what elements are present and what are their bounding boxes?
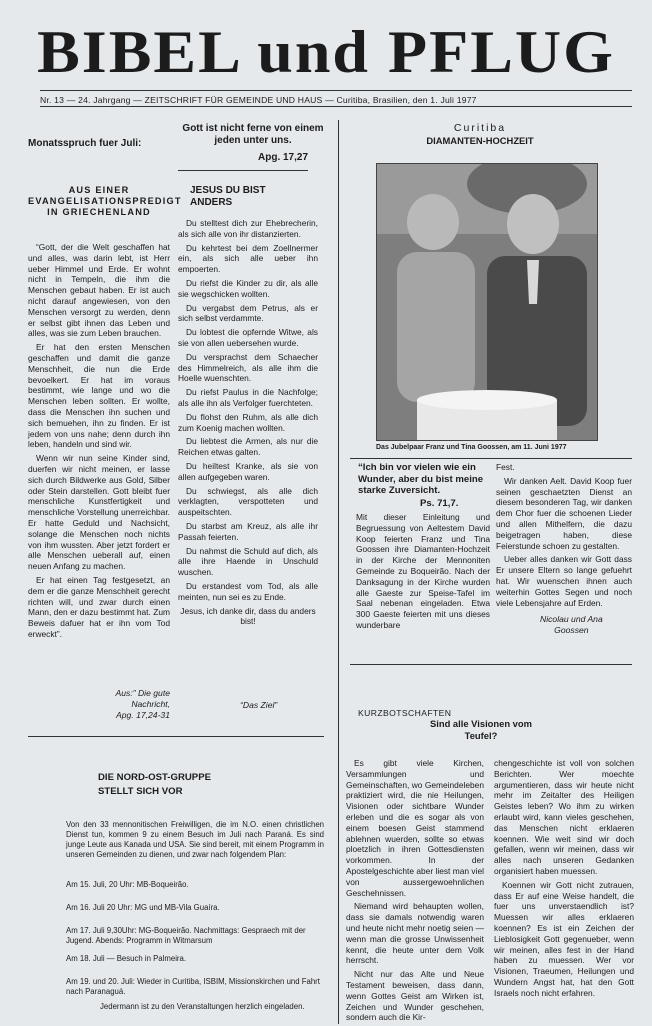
diamond-right-p: Fest. [496, 462, 515, 472]
nordost-rule [28, 736, 324, 737]
col2-heading: JESUS DU BIST ANDERS [190, 185, 266, 208]
col2-line: Du kehrtest bei dem Zoellnermer ein, als sich alle ueber ihn empoerten. [178, 242, 318, 275]
diamond-place: Curitiba [453, 122, 507, 134]
col2-line: Du starbst am Kreuz, als alle ihr Passah feierten. [178, 520, 318, 542]
col1-source [80, 688, 170, 721]
diamond-sign2: Goossen [554, 625, 589, 635]
kurz-paragraph: Es gibt viele Kirchen, Versammlungen und Gemeinschaften, wo Gemeindeleben praktiziert wird, die nie Heilungen, Visionen oder sichtbare Wunder erleben und die es sogar als von einem boesen Geist stammend ablehnen wuerden, sollte so etwas ploetzlich in ihren Gottesdiensten vorkommen. In der Apostelgeschichte aber liest man viel von aussergewoehnlichen Geschehnissen. [346, 758, 484, 898]
diamond-sign1: Nicolau und Ana [540, 614, 603, 624]
kurz-paragraph: Koennen wir Gott nicht zutrauen, dass Er auf eine Weise handelt, die fuer uns unverstaendlich ist? Muessen wir alles erklaeren koennen? Es ist ein Zeichen der Lieblosigkeit Gott gegenueber, wenn wir meinen, alles fest in der Hand haben zu muessen. Wer vor Visionen, Traeumen, Heilungen und Wundern Angst hat, hat den Gott Israels noch nicht erfahren. [494, 879, 634, 998]
col2-line: Du riefst die Kinder zu dir, als alle sie wegschicken wollten. [178, 277, 318, 299]
issue-line: Nr. 13 — 24. Jahrgang — ZEITSCHRIFT FÜR GEMEINDE UND HAUS — Curitiba, Brasilien, den 1. Juli 1977 [40, 95, 477, 105]
column-divider [338, 120, 339, 1024]
diamond-right-p: Ueber alles danken wir Gott dass Er unsere Eltern so lange gefuehrt hat. Wir wuenschen ihnen auch weiterhin Gottes Segen und noch viele Lebensjahre auf Erden. [496, 554, 632, 608]
kurz-paragraph: Niemand wird behaupten wollen, dass sie damals notwendig waren und heute nicht mehr noetig seien — wenn man die grosse Unwissenheit kennt, die heute unter dem Volk herrscht. [346, 901, 484, 966]
col2-line: Du vergabst dem Petrus, als er sich selbst verdammte. [178, 302, 318, 324]
kurz-label: KURZBOTSCHAFTEN [358, 708, 452, 718]
col2-line: Du nahmst die Schuld auf dich, als alle ihre Haende in Unschuld wuschen. [178, 545, 318, 578]
col2-line: Du lobtest die opfernde Witwe, als sie von allen uebersehen wurde. [178, 327, 318, 348]
col2-line: Du liebtest die Armen, als nur die Reichen etwas galten. [178, 436, 318, 458]
col2-closing: Jesus, ich danke dir, dass du anders bist! [180, 605, 316, 627]
col2-line: Du schwiegst, als alle dich verklagten, verspotteten und auspeitschten. [178, 485, 318, 518]
col1-paragraph: Er hat einen Tag festgesetzt, an dem er die ganze Menschheit gerecht richten will, und zwar durch einen Mann, den er dazu bestimmt hat. Zum Beweis dafuer hat er ihn vom Tod erweckt”. [28, 574, 170, 639]
schedule-item: Am 16. Juli 20 Uhr: MG und MB-Vila Guaíra. [66, 903, 220, 912]
diamond-rule [350, 458, 632, 459]
col2-line: Du heiltest Kranke, als sie von allen aufgegeben waren. [178, 460, 318, 482]
col1-source-line1: Aus:” Die gute Nachricht, [115, 688, 170, 709]
diamond-right-text [496, 462, 632, 611]
col1-source-line2: Apg. 17,24-31 [116, 710, 170, 720]
couple-photo [376, 163, 598, 441]
motto-text: Gott ist nicht ferne von einem jeden unter uns. [182, 123, 324, 146]
masthead-title: BIBEL und PFLUG [37, 17, 615, 86]
col1-heading: AUS EINER EVANGELISATIONSPREDIGT IN GRIECHENLAND [28, 185, 182, 217]
photo-caption: Das Jubelpaar Franz und Tina Goossen, am 11. Juni 1977 [376, 444, 567, 451]
col1-paragraph: “Gott, der die Welt geschaffen hat und alles, was darin lebt, ist Herr ueber Himmel und Erde. Er wohnt nicht in Tempeln, die ihm die Menschen gebaut haben. Er ist auch nicht darauf angewiesen, von den Menschen versorgt zu werden, denn er selbst gibt ihnen das Leben und alles, was sie zum Leben brauchen. [28, 242, 170, 339]
col1-paragraph: Er hat den ersten Menschen geschaffen und damit die ganze Menschheit, die nun die Erde bevoelkert. Er hat im voraus bestimmt, wie lange und wo die Menschen leben sollten. Er wollte, dass die Menschen ihn suchen und sich bemuehen, ihn zu finden. Er ist jedem von uns nahe; denn durch ihn leben, handeln und sind wir. [28, 342, 170, 450]
diamond-left-text: Mit dieser Einleitung und Begruessung von Aeltestem David Koop feierten Franz und Tina Goossen ihre Diamanten-Hochzeit in der Kirche der Mennoniten Gemeinde zu Boqueirão. Nach der Danksagung in der Kirche wurden alle Gaeste zur Speise-Tafel im Saal nebenan eingeladen. Etwa 300 Gaeste feierten mit uns dieses wunderbare [356, 512, 490, 630]
kurz-right-text [494, 758, 634, 1002]
couple-photo-drawing [377, 164, 597, 440]
col2-body [178, 218, 318, 630]
masthead-rule-top [40, 90, 632, 91]
col2-line: Du riefst Paulus in die Nachfolge; als alle ihn als Verfolger fuerchteten. [178, 387, 318, 408]
nordost-closing: Jedermann ist zu den Veranstaltungen herzlich eingeladen. [100, 1002, 305, 1011]
diamond-signature [540, 614, 603, 636]
kurz-rule-top [350, 664, 632, 665]
diamond-right-p: Wir danken Aelt. David Koop fuer seinen geschaetzten Dienst an diesem besonderen Tag, wir danken dem Chor fuer die schoenen Lieder und allen Mithelfern, die dazu beigetragen haben, diese Feierstunde schoen zu gestalten. [496, 475, 632, 551]
nordost-heading2: STELLT SICH VOR [98, 786, 183, 797]
diamond-heading: DIAMANTEN-HOCHZEIT [426, 135, 534, 146]
col2-source: “Das Ziel” [240, 700, 278, 710]
col2-line: Du versprachst dem Schaecher des Himmelreich, als alle ihm die Hoelle wuenschten. [178, 351, 318, 384]
col2-line: Du flohst den Ruhm, als alle dich zum Koenig machen wollten. [178, 411, 318, 433]
kurz-heading: Sind alle Visionen vom Teufel? [430, 718, 532, 741]
motto-ref: Apg. 17,27 [258, 152, 309, 163]
nordost-schedule [66, 880, 324, 1001]
masthead-rule-bottom [40, 106, 632, 107]
schedule-item: Am 18. Juli — Besuch in Palmeira. [66, 954, 187, 963]
col2-line: Du erstandest vom Tod, als alle meinten, nun sei es zu Ende. [178, 580, 318, 602]
col1-body [28, 242, 170, 643]
kurz-left-text [346, 758, 484, 1026]
motto-label: Monatsspruch fuer Juli: [28, 138, 142, 149]
motto-rule [178, 170, 308, 171]
schedule-item: Am 19. und 20. Juli: Wieder in Curitiba, ISBIM, Missionskirchen und Fahrt nach Paranaguá. [66, 977, 320, 996]
schedule-item: Am 15. Juli, 20 Uhr: MB-Boqueirão. [66, 880, 189, 889]
col1-paragraph: Wenn wir nun seine Kinder sind, duerfen wir nicht meinen, er lasse sich durch Bildwerke aus Gold, Silber oder Stein darstellen. Gott bleibt fuer menschliche Kunstfertigkeit und menschliche Vorstellung unerreichbar. Er hatte Geduld und Nachsicht, solange die Menschen noch nichts von ihm wussten. Aber jetzt fordert er alle Menschen ueberall auf, einen neuen Anfang zu machen. [28, 453, 170, 572]
kurz-paragraph: chengeschichte ist voll von solchen Berichten. Wer moechte argumentieren, dass wir heute nicht mehr im Zeitalter des Heiligen Geistes leben? Wo ihm zu wirken erlaubt wird, kann vieles geschehen, das Menschen nicht erklaeren koennen. Wie weit sind wir doch gefallen, wenn wir meinen, dass wir alles nach unseren Gedanken organisiert haben muessen. [494, 758, 634, 876]
diamond-quote: “Ich bin vor vielen wie ein Wunder, aber du bist meine starke Zuversicht. [358, 462, 484, 496]
schedule-item: Am 17. Juli 9,30Uhr: MG-Boqueirão. Nachmittags: Gespraech mit der Jugend. Abends: Programm in Witmarsum [66, 926, 306, 945]
diamond-quote-ref: Ps. 71,7. [420, 498, 459, 509]
nordost-intro: Von den 33 mennonitischen Freiwilligen, die im N.O. einen christlichen Dienst tun, kommen 9 zu einem Besuch im Juli nach Paraná. Es sind junge Leute aus Kanada und USA. Sie sind bereit, mit einem Programm in unseren Gemeinden zu dienen, und zwar nach folgendem Plan: [66, 820, 324, 859]
nordost-heading1: DIE NORD-OST-GRUPPE [98, 772, 212, 783]
kurz-paragraph: Nicht nur das Alte und Neue Testament beweisen, dass dann, wenn Gottes Geist am Wirken ist, Zeichen und Wunder geschehen, sondern auch die Kir- [346, 969, 484, 1023]
col2-line: Du stelltest dich zur Ehebrecherin, als sich alle von ihr distanzierten. [178, 218, 318, 239]
